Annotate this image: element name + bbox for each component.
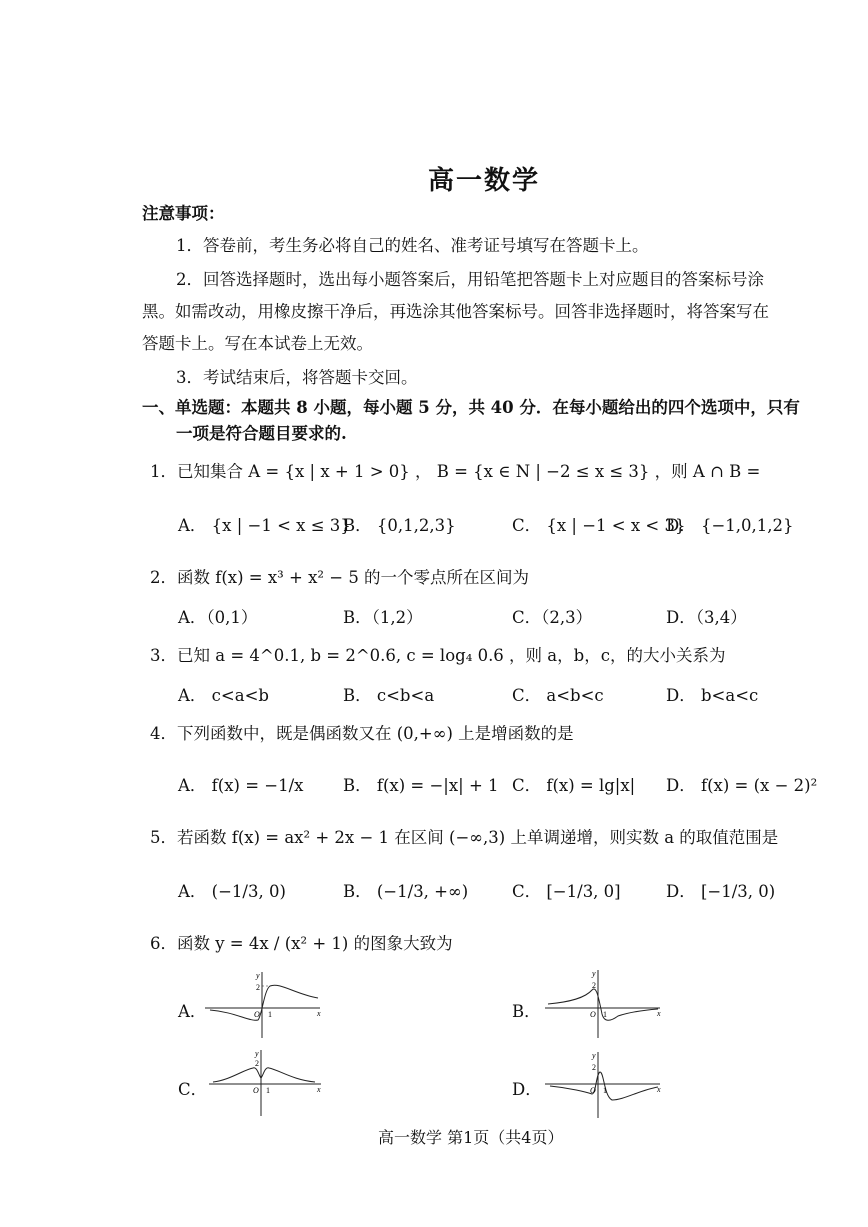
- q3-option-c: C． a<b<c: [512, 686, 604, 705]
- q5-option-b: B． (−1/3, +∞): [343, 882, 469, 901]
- notice-item-3: 3．考试结束后，将答题卡交回。: [176, 368, 418, 387]
- q5-option-c: C． [−1/3, 0]: [512, 882, 621, 901]
- q1-option-c: C． {x | −1 < x < 3}: [512, 516, 686, 535]
- q2-option-d: D．（3,4）: [666, 608, 747, 627]
- q3-stem: 3．已知 a = 4^0.1, b = 2^0.6, c = log₄ 0.6 ，则 a，b，c，的大小关系为: [150, 646, 726, 665]
- q6-graph-d: [540, 1050, 665, 1120]
- q1-option-b: B． {0,1,2,3}: [343, 516, 456, 535]
- q2-option-a: A．（0,1）: [178, 608, 258, 627]
- q4-option-c: C． f(x) = lg|x|: [512, 776, 636, 795]
- q3-option-a: A． c<a<b: [178, 686, 269, 705]
- notice-heading: 注意事项：: [142, 204, 225, 223]
- q6-graph-a-y-label: y: [256, 971, 260, 980]
- q6-graph-d-y-label: y: [592, 1051, 596, 1060]
- q4-option-b: B． f(x) = −|x| + 1: [343, 776, 499, 795]
- q6-stem: 6．函数 y = 4x / (x² + 1) 的图象大致为: [150, 934, 453, 953]
- page-title: 高一数学: [428, 166, 541, 196]
- q5-option-a: A． (−1/3, 0): [178, 882, 286, 901]
- q5-option-d: D． [−1/3, 0): [666, 882, 776, 901]
- q3-option-d: D． b<a<c: [666, 686, 759, 705]
- q6-graph-a: [200, 970, 325, 1040]
- q2-option-c: C．（2,3）: [512, 608, 593, 627]
- q6-graph-c-origin: O: [253, 1086, 259, 1095]
- page-footer: 高一数学 第1页（共4页）: [378, 1128, 564, 1147]
- q6-graph-b-one: 1: [603, 1010, 607, 1019]
- section-heading-line2: 一项是符合题目要求的.: [176, 424, 347, 443]
- q6-graph-d-x-label: x: [657, 1085, 661, 1094]
- q6-option-c-label: C．: [178, 1080, 208, 1099]
- q6-graph-d-origin: O: [590, 1086, 596, 1095]
- q6-option-a-label: A．: [178, 1002, 207, 1021]
- q6-graph-b-x-label: x: [657, 1009, 661, 1018]
- notice-item-2-cont2: 答题卡上。写在本试卷上无效。: [142, 334, 373, 353]
- q1-option-a: A． {x | −1 < x ≤ 3}: [178, 516, 351, 535]
- notice-item-2: 2．回答选择题时，选出每小题答案后，用铅笔把答题卡上对应题目的答案标号涂: [176, 270, 764, 289]
- q5-stem: 5．若函数 f(x) = ax² + 2x − 1 在区间 (−∞,3) 上单调递增，则实数 a 的取值范围是: [150, 828, 779, 847]
- section-heading-line1: 一、单选题：本题共 8 小题，每小题 5 分，共 40 分．在每小题给出的四个选项中，只有: [142, 398, 800, 417]
- q6-graph-a-x-label: x: [317, 1009, 321, 1018]
- q4-option-d: D． f(x) = (x − 2)²: [666, 776, 818, 795]
- q4-option-a: A． f(x) = −1/x: [178, 776, 304, 795]
- q6-graph-c-one: 1: [266, 1086, 270, 1095]
- q6-graph-c-x-label: x: [317, 1085, 321, 1094]
- q6-graph-c-y-label: y: [255, 1049, 259, 1058]
- q2-option-b: B．（1,2）: [343, 608, 423, 627]
- q6-graph-a-one: 1: [268, 1010, 272, 1019]
- q6-graph-c-two: 2: [255, 1059, 259, 1068]
- q1-option-d: D． {−1,0,1,2}: [666, 516, 794, 535]
- notice-item-2-cont: 黑。如需改动，用橡皮擦干净后，再选涂其他答案标号。回答非选择题时，将答案写在: [142, 302, 769, 321]
- q6-graph-d-one: 1: [603, 1086, 607, 1095]
- q6-graph-b: [540, 968, 665, 1040]
- q6-graph-c: [205, 1048, 325, 1118]
- q6-graph-d-two: 2: [592, 1063, 596, 1072]
- q6-graph-a-origin: O: [254, 1010, 260, 1019]
- q4-stem: 4．下列函数中，既是偶函数又在 (0,+∞) 上是增函数的是: [150, 724, 574, 743]
- q6-graph-b-two: 2: [592, 981, 596, 990]
- q6-graph-a-two: 2: [256, 983, 260, 992]
- q6-graph-b-y-label: y: [592, 969, 596, 978]
- q3-option-b: B． c<b<a: [343, 686, 435, 705]
- notice-item-1: 1．答卷前，考生务必将自己的姓名、准考证号填写在答题卡上。: [176, 236, 649, 255]
- q6-graph-b-origin: O: [590, 1010, 596, 1019]
- q6-option-d-label: D．: [512, 1080, 542, 1099]
- q2-stem: 2．函数 f(x) = x³ + x² − 5 的一个零点所在区间为: [150, 568, 530, 587]
- q6-option-b-label: B．: [512, 1002, 541, 1021]
- q1-stem: 1．已知集合 A = {x | x + 1 > 0} ， B = {x ∈ N | −2 ≤ x ≤ 3} ，则 A ∩ B =: [150, 462, 761, 481]
